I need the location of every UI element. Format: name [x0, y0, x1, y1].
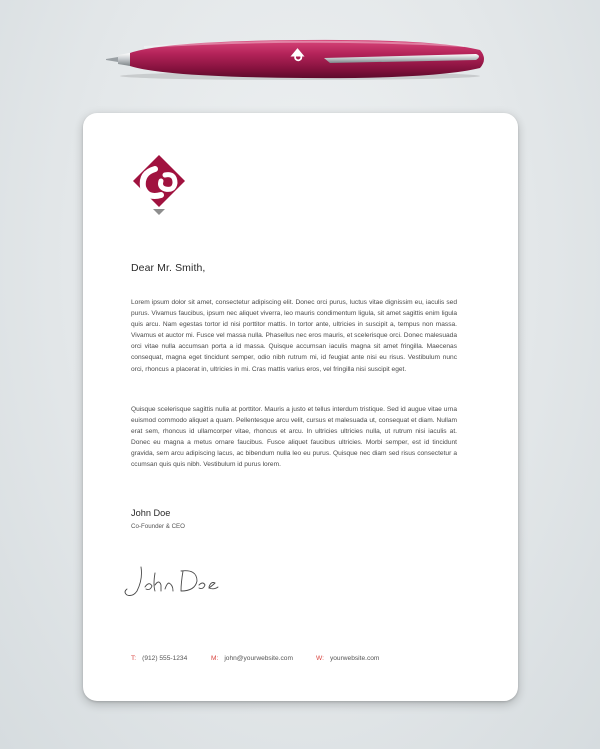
- body-paragraph-2: Quisque scelerisque sagittis nulla at porttitor. Mauris a justo et tellus interdum tristique. Sed id augue vitae urna euismod commodo aliquet a quam. Pellentesque arcu velit, cursus et malesuada ut, consequat et diam. Nullam erat sem, rhoncus id ullamcorper vitae, rhoncus et arcu. In ultricies ultricies nulla, ut rutrum nisi iaculis at. Donec eu magna a metus ornare faucibus. Fusce aliquet faucibus ultricies. Morbi semper, est id tincidunt gravida, sem arcu adipiscing lacus, ac bibendum nulla leo eu purus. Quisque nec diam sed risus consectetur a ccumsan quis quis nibh. Vestibulum id purus lorem.: [131, 406, 457, 469]
- handwritten-signature: [119, 559, 219, 601]
- email-label: M:: [211, 655, 219, 662]
- sender-name: John Doe: [131, 508, 171, 518]
- email-value: john@yourwebsite.com: [224, 655, 293, 662]
- greeting: Dear Mr. Smith,: [131, 262, 206, 274]
- phone-value: (912) 555-1234: [142, 655, 188, 662]
- footer-phone: [131, 655, 187, 662]
- footer-email: [211, 655, 293, 662]
- pen-illustration: [104, 38, 490, 84]
- body-paragraph-1: Lorem ipsum dolor sit amet, consectetur adipiscing elit. Donec orci purus, luctus vitae dignissim eu, iaculis sed purus. Vivamus faucibus, ipsum nec aliquet viverra, leo mauris condimentum ligula, sit amet sagittis enim ligula quis arcu. Nam egestas tortor id nisi porttitor mattis. In tortor ante, ultricies in suscipit a, tempus non massa. Vivamus et auctor mi. Fusce vel massa nulla. Phasellus nec eros mauris, et scelerisque orci. Donec malesuada orci vitae nulla accumsan porta a id massa. Quisque accumsan iaculis magna sit amet fringilla. Maecenas consequat, magna eget tincidunt semper, odio nibh rutrum mi, id feugiat ante nisi eu risus. Vestibulum nunc orci, rhoncus a placerat in, ultricies in mi. Cras mattis varius eros, vel fringilla nisi suscipit eget.: [131, 299, 457, 373]
- web-value: yourwebsite.com: [329, 655, 380, 662]
- phone-label: T:: [131, 655, 137, 662]
- letterhead-paper: [83, 113, 518, 701]
- web-label: W:: [316, 655, 324, 662]
- brand-emblem-icon: [131, 153, 185, 217]
- sender-title: Co-Founder & CEO: [131, 523, 185, 530]
- footer-website: [316, 655, 379, 662]
